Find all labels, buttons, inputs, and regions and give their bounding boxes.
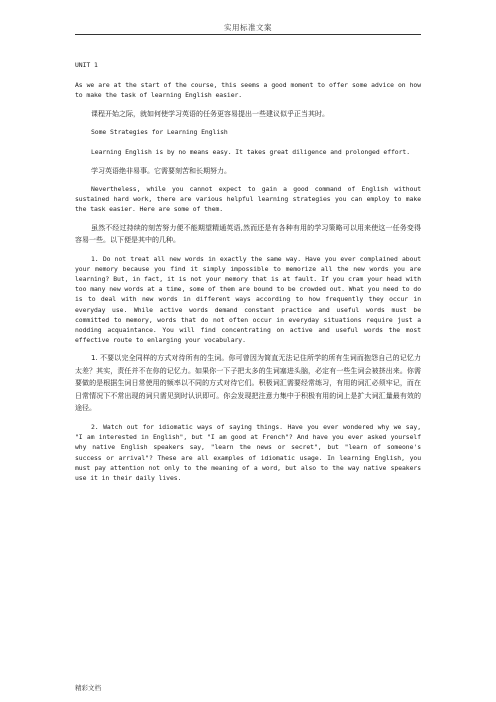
document-body: [75, 60, 421, 483]
section-heading: Some Strategies for Learning English: [91, 128, 228, 137]
header-divider: [75, 34, 421, 35]
paragraph-4-zh: 1. 不要以完全同样的方式对待所有的生词。你可曾因为简直无法记住所学的所有生词而抱怨自己的记忆力太差？其实，责任并不在你的记忆力。如果你一下子把太多的生词塞进头脑，必定有一些生词会被挤出来。你需要做的是根据生词日常使用的频率以不同的方式对待它们。积极词汇需要经常练习，有用的词汇必须牢记，而在日常情况下不常出现的词只需见到时认识即可。你会发现把注意力集中于积极有用的词上是扩大词汇量最有效的途径。: [75, 354, 421, 413]
paragraph-1-en: As we are at the start of the course, this seems a good moment to offer some advice on how to make the task of learning English easier.: [75, 81, 421, 100]
paragraph-3-en: Nevertheless, while you cannot expect to gain a good command of English without sustained hard work, there are various helpful learning strategies you can employ to make the task easier. Here are some of them.: [75, 185, 421, 214]
page-footer: 精彩文档: [75, 684, 101, 692]
paragraph-3-zh: 虽然不经过持续的刻苦努力便不能期望精通英语,然而还是有各种有用的学习策略可以用来使这一任务变得容易一些。以下便是其中的几种。: [75, 223, 421, 245]
page-header: [0, 0, 496, 36]
header-title: 实用标准文案: [224, 23, 272, 32]
paragraph-5-en: 2. Watch out for idiomatic ways of saying things. Have you ever wondered why we say, "I am interested in English", but "I am good at French"? And have you ever asked yourself why native English speakers say, "learn the news or secret", but "learn of someone's success or arrival"? These are all examples of idiomatic usage. In learning English, you must pay attention not only to the meaning of a word, but also to the way native speakers use it in their daily lives.: [75, 422, 421, 482]
paragraph-1-zh: 课程开始之际，就如何使学习英语的任务更容易提出一些建议似乎正当其时。: [91, 109, 329, 118]
paragraph-2-zh: 学习英语绝非易事。它需要刻苦和长期努力。: [91, 166, 231, 175]
paragraph-4-en: 1. Do not treat all new words in exactly the same way. Have you ever complained about your memory because you find it simply impossible to memorize all the new words you are learning? But, in fact, it is not your memory that is at fault. If you cram your head with too many new words at a time, some of them are bound to be crowded out. What you need to do is to deal with new words in different ways according to how frequently they occur in everyday use. While active words demand constant practice and useful words must be committed to memory, words that do not often occur in everyday situations require just a nodding acquaintance. You will find concentrating on active and useful words the most effective route to enlarging your vocabulary.: [75, 254, 421, 345]
unit-title: UNIT 1: [75, 61, 98, 69]
paragraph-2-en: Learning English is by no means easy. It takes great diligence and prolonged effort.: [91, 148, 410, 157]
